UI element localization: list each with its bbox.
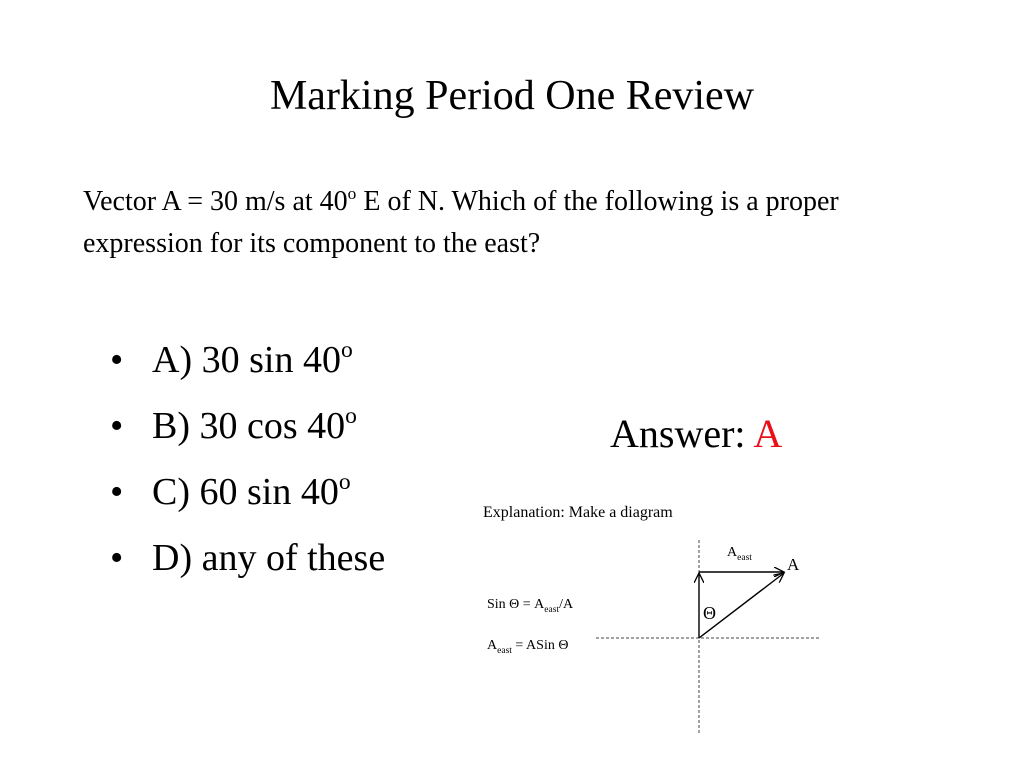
eq2-pre: A <box>487 638 498 653</box>
eq1-subscript: east <box>544 604 560 615</box>
bullet: • <box>110 471 124 513</box>
theta-label: Θ <box>703 603 716 623</box>
slide-title: Marking Period One Review <box>269 73 755 119</box>
choice-c-text: C) 60 sin 40 <box>152 471 339 513</box>
bullet: • <box>110 405 124 447</box>
eq1-post: /A <box>559 597 574 612</box>
choice-a-text: A) 30 sin 40 <box>152 339 341 381</box>
equation-a-east <box>487 638 568 654</box>
choice-b-degree: o <box>345 403 357 430</box>
equation-sin-theta <box>487 597 573 613</box>
choice-c-degree: o <box>338 469 351 496</box>
question-part-1: Vector A = 30 m/s at 40 <box>83 186 348 217</box>
eq1-pre: Sin Θ = A <box>487 597 545 612</box>
a-east-label <box>727 545 752 561</box>
eq2-subscript: east <box>497 645 512 656</box>
a-east-subscript: east <box>737 552 752 563</box>
bullet: • <box>110 537 124 579</box>
bullet: • <box>110 339 124 381</box>
answer-value: A <box>753 411 783 456</box>
a-east-base: A <box>727 545 738 560</box>
choice-d-text: D) any of these <box>152 537 386 579</box>
eq2-post: = ASin Θ <box>511 638 569 653</box>
degree-superscript: o <box>347 183 357 203</box>
vector-a-label: A <box>787 555 800 574</box>
answer-label: Answer: <box>610 411 746 456</box>
choice-a-degree: o <box>340 337 353 364</box>
explanation-text: Explanation: Make a diagram <box>483 504 673 521</box>
question-part-2: E of N. Which of the following is a proper expression for its component to the east? <box>83 186 839 259</box>
choice-b-text: B) 30 cos 40 <box>152 405 346 447</box>
